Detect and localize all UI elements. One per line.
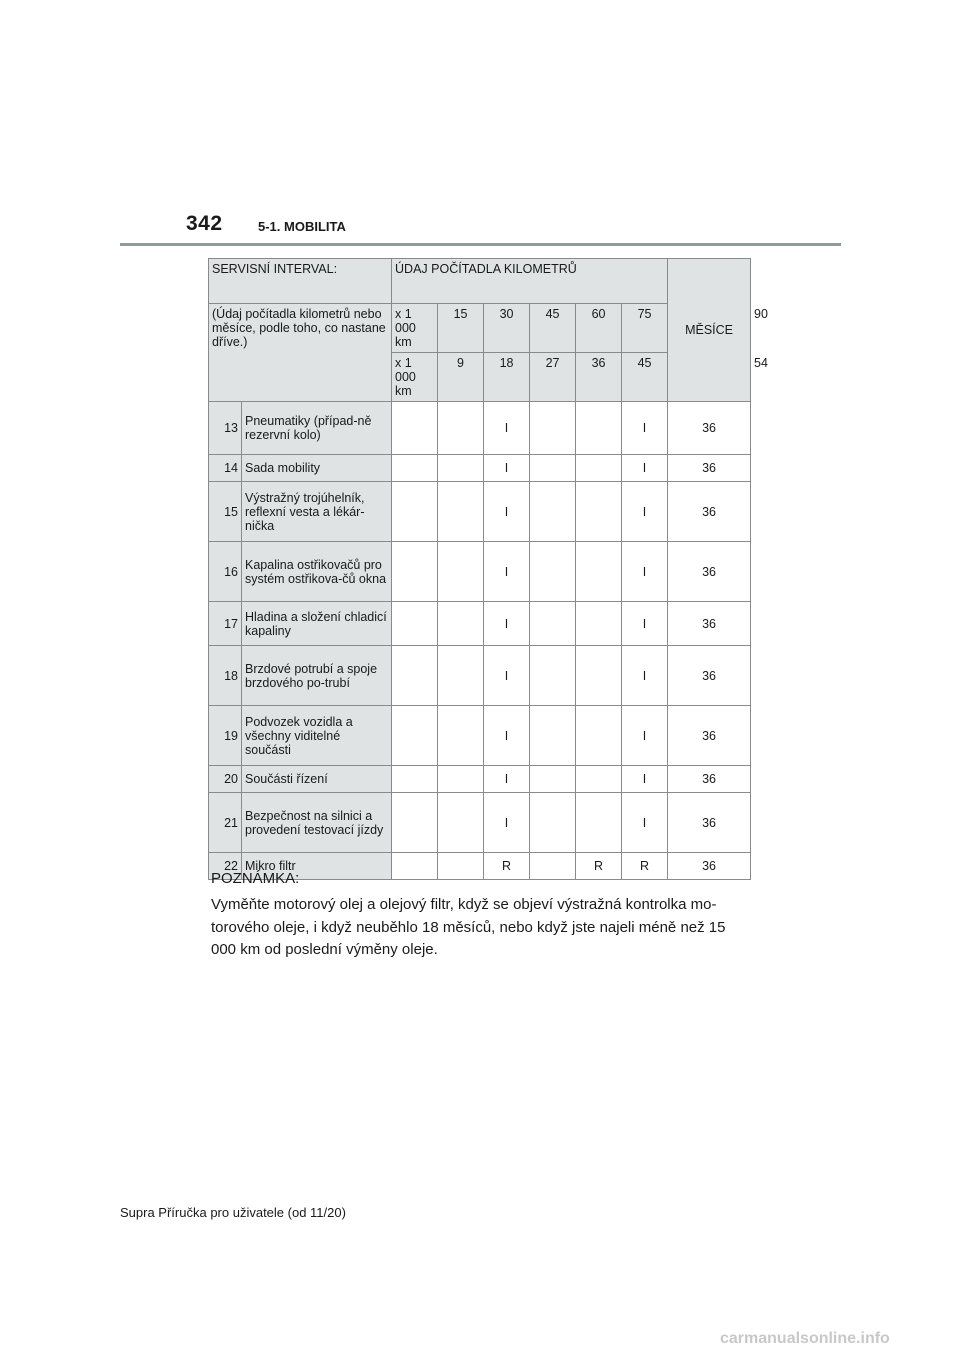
interval-cell-90: I bbox=[622, 402, 668, 455]
km-value: 18 bbox=[484, 353, 530, 402]
item-number: 22 bbox=[209, 853, 242, 880]
unit-km-row2: x 1 000 km bbox=[392, 353, 438, 402]
page-number: 342 bbox=[186, 212, 223, 235]
interval-cell-30 bbox=[438, 482, 484, 542]
item-number: 20 bbox=[209, 766, 242, 793]
interval-cell-15 bbox=[392, 646, 438, 706]
item-description: Pneumatiky (případ-ně rezervní kolo) bbox=[242, 402, 392, 455]
unit-km-row1: x 1 000 km bbox=[392, 304, 438, 353]
footer-text: Supra Příručka pro uživatele (od 11/20) bbox=[120, 1205, 346, 1220]
interval-cell-75 bbox=[576, 793, 622, 853]
counter-reading-header: ÚDAJ POČÍTADLA KILOMETRŮ bbox=[392, 259, 668, 304]
interval-cell-45: I bbox=[484, 542, 530, 602]
interval-cell-30 bbox=[438, 706, 484, 766]
table-row bbox=[209, 766, 751, 793]
note-text: Vyměňte motorový olej a olejový filtr, když se objeví výstražná kontrolka mo-torového oleje, i když neuběhlo 18 měsíců, nebo když jste najeli méně než 15 000 km od poslední výměny oleje. bbox=[211, 896, 726, 958]
interval-cell-90: I bbox=[622, 793, 668, 853]
interval-cell-30 bbox=[438, 646, 484, 706]
months-cell: 36 bbox=[668, 706, 751, 766]
months-cell: 36 bbox=[668, 542, 751, 602]
km-value: 30 bbox=[484, 304, 530, 353]
months-cell: 36 bbox=[668, 402, 751, 455]
table-row bbox=[209, 482, 751, 542]
interval-cell-15 bbox=[392, 766, 438, 793]
interval-cell-90: I bbox=[622, 766, 668, 793]
months-cell: 36 bbox=[668, 793, 751, 853]
km-value: 9 bbox=[438, 353, 484, 402]
watermark: carmanualsonline.info bbox=[720, 1330, 890, 1347]
item-description: Mikro filtr bbox=[242, 853, 392, 880]
interval-cell-15 bbox=[392, 542, 438, 602]
interval-cell-45: I bbox=[484, 482, 530, 542]
interval-cell-60 bbox=[530, 706, 576, 766]
service-interval-table: SERVISNÍ INTERVAL: ÚDAJ POČÍTADLA KILOMETRŮ MĚSÍCE (Údaj počítadla kilometrů nebo měsíce, podle toho, co nastane dříve.) x 1 000 km 15 30 45 60 75 90 x 1 000 km 9 18 27 36 45 54 13 Pneumatiky (případ-ně rezervní kolo) I I 36 14 Sada mobility I I 36 15 Výstražný trojúhelník, reflexní vesta a lékár-nička I I 36 16 Kapalina ostřikovačů pro systém ostřikova-čů okna I I 36 17 Hladina a složení chladicí kapaliny I I 36 18 Brzdové potrubí a spoje brzdového po-trubí I I 36 19 Podvozek vozidla a všechny viditelné součásti I I 36 20 Součásti řízení I I 36 21 Bezpečnost na silnici a provedení testovací jízdy I I 36 22 Mikro filtr R R R 36 bbox=[208, 258, 751, 880]
interval-cell-60 bbox=[530, 602, 576, 646]
interval-cell-75 bbox=[576, 766, 622, 793]
item-number: 13 bbox=[209, 402, 242, 455]
item-description: Sada mobility bbox=[242, 455, 392, 482]
interval-cell-30 bbox=[438, 602, 484, 646]
item-description: Podvozek vozidla a všechny viditelné součásti bbox=[242, 706, 392, 766]
interval-cell-45: I bbox=[484, 793, 530, 853]
table-row bbox=[209, 542, 751, 602]
km-value: 45 bbox=[530, 304, 576, 353]
interval-cell-75 bbox=[576, 706, 622, 766]
interval-cell-30 bbox=[438, 793, 484, 853]
interval-cell-30 bbox=[438, 542, 484, 602]
km-value: 75 bbox=[622, 304, 668, 353]
interval-cell-45: I bbox=[484, 766, 530, 793]
item-number: 19 bbox=[209, 706, 242, 766]
item-number: 17 bbox=[209, 602, 242, 646]
item-number: 14 bbox=[209, 455, 242, 482]
months-cell: 36 bbox=[668, 482, 751, 542]
item-number: 18 bbox=[209, 646, 242, 706]
item-description: Součásti řízení bbox=[242, 766, 392, 793]
interval-cell-60 bbox=[530, 542, 576, 602]
item-description: Brzdové potrubí a spoje brzdového po-trubí bbox=[242, 646, 392, 706]
interval-cell-45: I bbox=[484, 646, 530, 706]
item-description: Výstražný trojúhelník, reflexní vesta a lékár-nička bbox=[242, 482, 392, 542]
interval-cell-75 bbox=[576, 542, 622, 602]
interval-cell-60 bbox=[530, 793, 576, 853]
interval-cell-45: I bbox=[484, 602, 530, 646]
km-value: 36 bbox=[576, 353, 622, 402]
item-number: 21 bbox=[209, 793, 242, 853]
interval-cell-15 bbox=[392, 853, 438, 880]
km-value: 15 bbox=[438, 304, 484, 353]
table-row bbox=[209, 646, 751, 706]
table-row bbox=[209, 602, 751, 646]
interval-cell-75: R bbox=[576, 853, 622, 880]
interval-note: (Údaj počítadla kilometrů nebo měsíce, podle toho, co nastane dříve.) bbox=[209, 304, 392, 402]
interval-cell-60 bbox=[530, 402, 576, 455]
interval-cell-90: I bbox=[622, 482, 668, 542]
interval-cell-45: I bbox=[484, 455, 530, 482]
km-value: 27 bbox=[530, 353, 576, 402]
interval-cell-75 bbox=[576, 455, 622, 482]
item-description: Kapalina ostřikovačů pro systém ostřikova-čů okna bbox=[242, 542, 392, 602]
interval-cell-45: I bbox=[484, 706, 530, 766]
interval-cell-90: I bbox=[622, 602, 668, 646]
note-title: POZNÁMKA: bbox=[211, 870, 300, 887]
months-cell: 36 bbox=[668, 602, 751, 646]
interval-cell-60 bbox=[530, 853, 576, 880]
months-cell: 36 bbox=[668, 766, 751, 793]
interval-cell-30 bbox=[438, 455, 484, 482]
interval-cell-90: I bbox=[622, 542, 668, 602]
km-value: 45 bbox=[622, 353, 668, 402]
interval-cell-60 bbox=[530, 482, 576, 542]
item-number: 15 bbox=[209, 482, 242, 542]
interval-cell-60 bbox=[530, 766, 576, 793]
interval-cell-90: I bbox=[622, 646, 668, 706]
interval-cell-45: I bbox=[484, 402, 530, 455]
interval-cell-75 bbox=[576, 646, 622, 706]
interval-cell-15 bbox=[392, 455, 438, 482]
interval-cell-75 bbox=[576, 602, 622, 646]
interval-cell-15 bbox=[392, 706, 438, 766]
interval-cell-75 bbox=[576, 402, 622, 455]
months-cell: 36 bbox=[668, 455, 751, 482]
interval-cell-90: I bbox=[622, 455, 668, 482]
item-number: 16 bbox=[209, 542, 242, 602]
interval-cell-30 bbox=[438, 766, 484, 793]
table-row bbox=[209, 455, 751, 482]
interval-cell-15 bbox=[392, 793, 438, 853]
months-header: MĚSÍCE bbox=[668, 259, 751, 402]
service-interval-header: SERVISNÍ INTERVAL: bbox=[209, 259, 392, 304]
interval-cell-30 bbox=[438, 853, 484, 880]
interval-cell-75 bbox=[576, 482, 622, 542]
interval-cell-60 bbox=[530, 646, 576, 706]
item-description: Hladina a složení chladicí kapaliny bbox=[242, 602, 392, 646]
interval-cell-15 bbox=[392, 602, 438, 646]
interval-cell-60 bbox=[530, 455, 576, 482]
interval-cell-90: R bbox=[622, 853, 668, 880]
interval-cell-15 bbox=[392, 482, 438, 542]
interval-cell-90: I bbox=[622, 706, 668, 766]
table-row bbox=[209, 706, 751, 766]
item-description: Bezpečnost na silnici a provedení testovací jízdy bbox=[242, 793, 392, 853]
table-row bbox=[209, 793, 751, 853]
header-rule bbox=[120, 243, 841, 246]
months-cell: 36 bbox=[668, 853, 751, 880]
table-row bbox=[209, 402, 751, 455]
section-title: 5-1. MOBILITA bbox=[258, 219, 346, 234]
interval-cell-45: R bbox=[484, 853, 530, 880]
interval-cell-30 bbox=[438, 402, 484, 455]
km-value: 60 bbox=[576, 304, 622, 353]
months-cell: 36 bbox=[668, 646, 751, 706]
interval-cell-15 bbox=[392, 402, 438, 455]
